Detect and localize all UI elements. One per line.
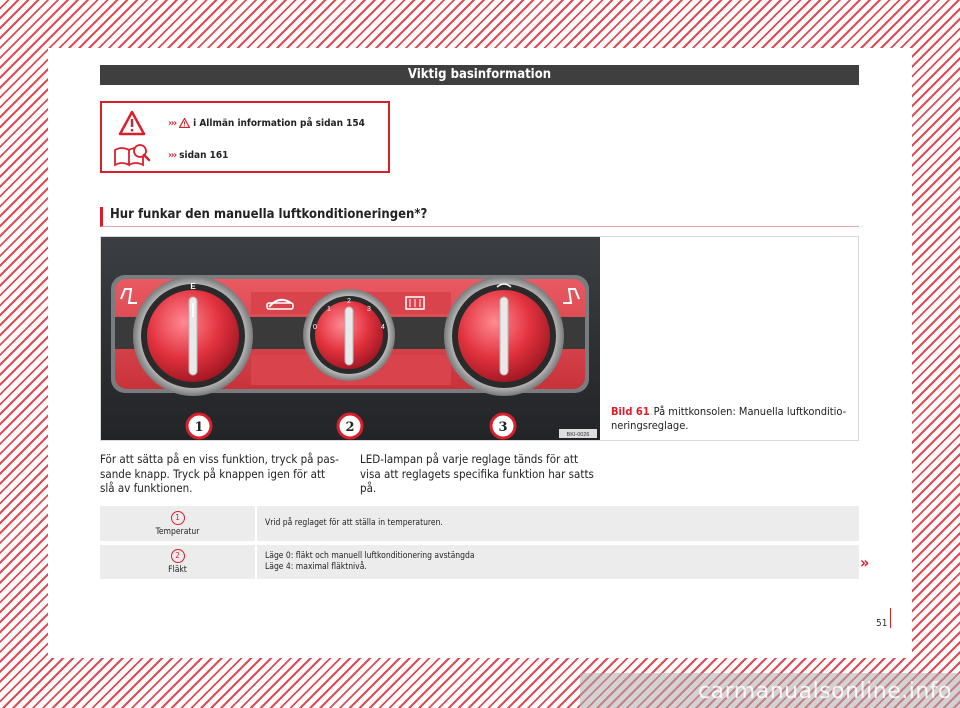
fan-scale-0: 0 (313, 324, 317, 331)
section-title (100, 207, 859, 227)
reference-link-page[interactable] (168, 150, 228, 161)
fan-scale-4: 4 (381, 324, 385, 331)
chapter-title: Viktig basinformation (407, 67, 552, 82)
warning-ref-general[interactable] (168, 118, 365, 129)
table-cell-description (255, 506, 859, 541)
fan-scale-2: 2 (347, 298, 351, 305)
page-number: 51 (876, 618, 888, 629)
description-line: Läge 0: fläkt och manuell luftkonditionering avstängda (265, 551, 475, 561)
manual-page (48, 48, 912, 658)
warning-row-book (110, 140, 386, 170)
callout-1 (187, 414, 211, 438)
figure-frame (100, 236, 859, 441)
warning-box (100, 101, 390, 173)
row-number-badge: 2 (171, 549, 185, 563)
paragraph-right: LED-lampan på varje reglage tänds för att visa att reglagets specifika funktion har satts på. (360, 452, 594, 495)
air-distribution-knob (444, 276, 564, 396)
control-name: Fläkt (168, 565, 187, 575)
section-title-text: Hur funkar den manuella luftkonditioneringen*? (110, 207, 428, 222)
svg-text:2: 2 (345, 420, 355, 435)
temperature-knob (133, 276, 253, 396)
figure-ref-code: BKI-0026 (566, 432, 590, 438)
table-row (100, 545, 859, 579)
figure-caption (611, 405, 851, 433)
continue-mark: » (860, 553, 870, 572)
callout-3 (491, 414, 515, 438)
fan-knob (303, 289, 395, 381)
fan-scale-1: 1 (327, 306, 331, 313)
watermark-text[interactable]: carmanualsonline.info (698, 679, 952, 704)
table-cell-control (100, 545, 255, 579)
table-cell-control (100, 506, 255, 541)
book-magnifier-icon (110, 140, 154, 170)
warning-triangle-icon (110, 108, 154, 138)
reference-text: sidan 161 (179, 149, 229, 161)
table-cell-description (255, 545, 859, 579)
chapter-header (100, 65, 859, 85)
knob-label-e: E (190, 282, 196, 291)
small-warning-icon (179, 118, 190, 128)
climate-control-illustration (101, 237, 600, 440)
figure-caption-text: På mittkonsolen: Manuella luftkonditio-neringsreglage. (611, 405, 847, 432)
warning-row-general (110, 108, 386, 138)
table-row (100, 506, 859, 541)
description-line: Läge 4: maximal fläktnivå. (265, 562, 367, 572)
svg-text:1: 1 (194, 420, 204, 435)
reference-chevrons: ››› (168, 149, 177, 161)
paragraph-left: För att sätta på en viss funktion, tryck på pas-sande knapp. Tryck på knappen igen för att slå av funktionen. (100, 452, 339, 495)
row-number-badge: 1 (171, 511, 185, 525)
description-line: Vrid på reglaget för att ställa in temperaturen. (265, 518, 443, 528)
controls-table (100, 506, 859, 583)
figure-label: Bild 61 (611, 405, 650, 418)
svg-text:3: 3 (498, 420, 508, 435)
fan-scale-3: 3 (367, 306, 371, 313)
callout-2 (338, 414, 362, 438)
control-name: Temperatur (155, 526, 200, 537)
reference-text: i Allmän information på sidan 154 (193, 117, 365, 129)
reference-chevrons: ››› (168, 117, 177, 129)
watermark-band (580, 673, 960, 708)
page-number-divider (890, 608, 891, 628)
